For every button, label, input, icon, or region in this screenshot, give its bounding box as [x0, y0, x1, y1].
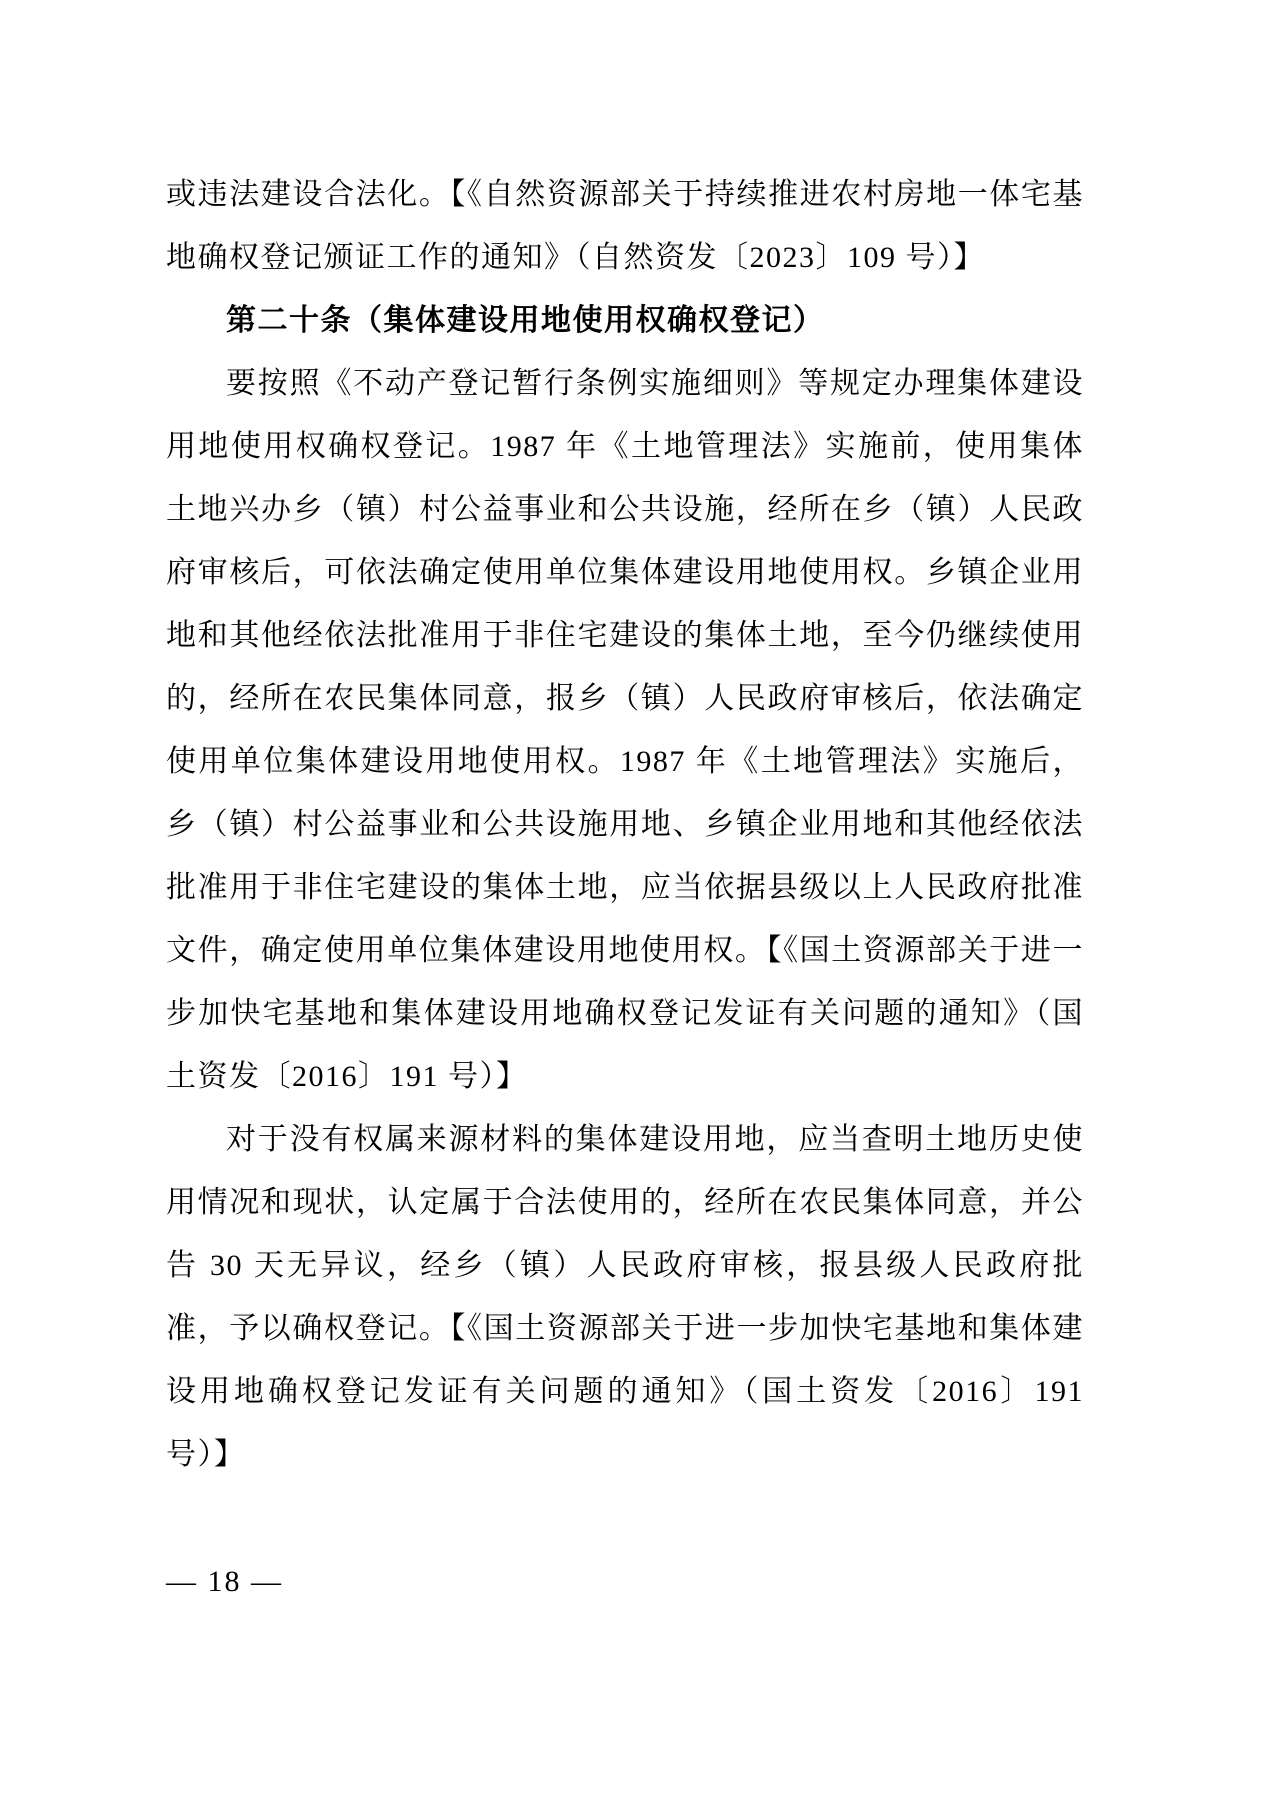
paragraph-continuation: 或违法建设合法化。【《自然资源部关于持续推进农村房地一体宅基地确权登记颁证工作的通知》（自然资发〔2023〕109 号）】	[166, 178, 1084, 274]
article-heading: 第二十条（集体建设用地使用权确权登记）	[226, 304, 825, 337]
paragraph-body-2: 对于没有权属来源材料的集体建设用地，应当查明土地历史使用情况和现状，认定属于合法使用的，经所在农民集体同意，并公告 30 天无异议，经乡（镇）人民政府审核，报县级人民政府批准，予以确权登记。【《国土资源部关于进一步加快宅基地和集体建设用地确权登记发证有关问题的通知》（国土资发〔2016〕191 号）】	[166, 1123, 1084, 1471]
page-content	[166, 163, 1084, 1486]
page-number: — 18 —	[166, 1565, 283, 1598]
paragraph-body-1: 要按照《不动产登记暂行条例实施细则》等规定办理集体建设用地使用权确权登记。1987 年《土地管理法》实施前，使用集体土地兴办乡（镇）村公益事业和公共设施，经所在乡（镇）人民政府审核后，可依法确定使用单位集体建设用地使用权。乡镇企业用地和其他经依法批准用于非住宅建设的集体土地，至今仍继续使用的，经所在农民集体同意，报乡（镇）人民政府审核后，依法确定使用单位集体建设用地使用权。1987 年《土地管理法》实施后，乡（镇）村公益事业和公共设施用地、乡镇企业用地和其他经依法批准用于非住宅建设的集体土地，应当依据县级以上人民政府批准文件，确定使用单位集体建设用地使用权。【《国土资源部关于进一步加快宅基地和集体建设用地确权登记发证有关问题的通知》（国土资发〔2016〕191 号）】	[166, 367, 1084, 1093]
